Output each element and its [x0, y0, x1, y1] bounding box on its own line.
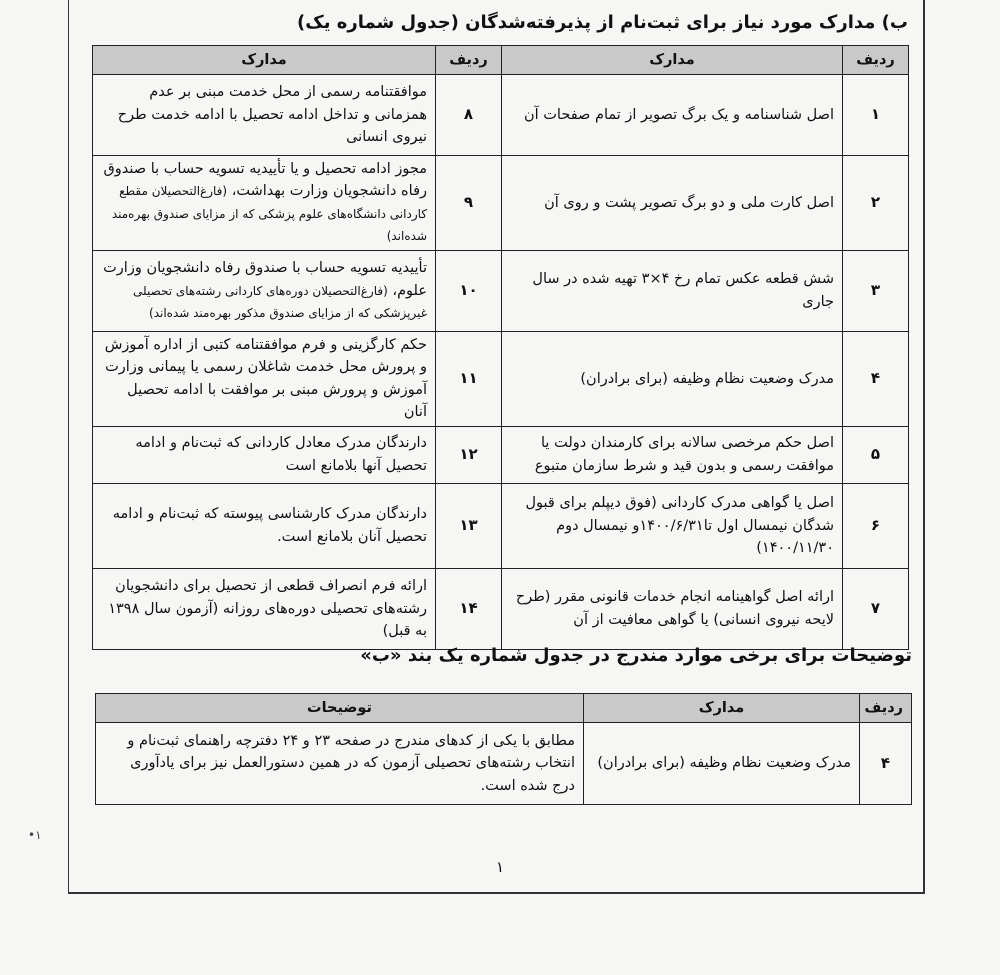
document-cell: ارائه اصل گواهینامه انجام خدمات قانونی مقرر (طرح لایحه نیروی انسانی) یا گواهی معافیت از آن — [502, 568, 843, 649]
row-number: ۷ — [843, 568, 909, 649]
document-cell — [93, 568, 436, 649]
section-heading-documents: ب) مدارک مورد نیاز برای ثبت‌نام از پذیرفته‌شدگان (جدول شماره یک) — [297, 12, 908, 33]
document-cell — [93, 75, 436, 156]
document-cell: اصل حکم مرخصی سالانه برای کارمندان دولت یا موافقت رسمی و بدون قید و شرط سازمان متبوع — [502, 426, 843, 483]
page-number: ۱ — [496, 858, 505, 876]
row-number: ۱۳ — [436, 483, 502, 568]
document-cell: اصل شناسنامه و یک برگ تصویر از تمام صفحات آن — [502, 75, 843, 156]
row-number: ۶ — [843, 483, 909, 568]
header-documents: مدارک — [502, 46, 843, 75]
notes-table — [95, 693, 912, 805]
row-number: ۱۲ — [436, 426, 502, 483]
table-row — [93, 331, 909, 426]
header-description: توضیحات — [96, 694, 584, 723]
document-cell — [93, 426, 436, 483]
table-row — [96, 723, 912, 805]
document-text: دارندگان مدرک معادل کاردانی که ثبت‌نام و ادامه تحصیل آنها بلامانع است — [135, 435, 427, 474]
table-row — [93, 483, 909, 568]
row-number: ۴ — [843, 331, 909, 426]
row-number: ۱۴ — [436, 568, 502, 649]
document-cell: اصل کارت ملی و دو برگ تصویر پشت و روی آن — [502, 156, 843, 251]
row-number: ۲ — [843, 156, 909, 251]
document-cell: مدرک وضعیت نظام وظیفه (برای برادران) — [584, 723, 860, 805]
document-cell — [93, 156, 436, 251]
document-cell — [93, 250, 436, 331]
document-note: (فارغ‌التحصیلان دوره‌های کاردانی رشته‌های تحصیلی غیرپزشکی که از مزایای صندوق مذکور بهره‌مند شده‌اند) — [132, 283, 427, 321]
document-cell: شش قطعه عکس تمام رخ ۴×۳ تهیه شده در سال جاری — [502, 250, 843, 331]
document-note: (فارغ‌التحصیلان مقطع کاردانی دانشگاه‌های علوم پزشکی که از مزایای صندوق بهره‌مند شده‌اند) — [111, 184, 427, 244]
table-header-row — [96, 694, 912, 723]
document-cell — [93, 483, 436, 568]
document-cell: اصل یا گواهی مدرک کاردانی (فوق دیپلم برای قبول شدگان نیمسال اول تا۱۴۰۰/۶/۳۱و نیمسال دوم ۱۴۰۰/۱۱/۳۰) — [502, 483, 843, 568]
section-heading-notes: توضیحات برای برخی موارد مندرج در جدول شماره یک بند «ب» — [360, 645, 912, 666]
document-text: ارائه فرم انصراف قطعی از تحصیل برای دانشجویان رشته‌های تحصیلی دوره‌های روزانه (آزمون سال ۱۳۹۸ به قبل) — [108, 578, 427, 639]
table-header-row — [93, 46, 909, 75]
document-text: تأییدیه تسویه حساب با صندوق رفاه دانشجویان وزارت علوم، — [103, 260, 427, 299]
document-text: حکم کارگزینی و فرم موافقتنامه کتبی از اداره آموزش و پرورش محل خدمت شاغلان رسمی یا پیمانی وزارت آموزش و پرورش مبنی بر موافقت با ادامه تحصیل آنان — [104, 336, 427, 421]
table-row — [93, 75, 909, 156]
documents-table — [92, 45, 909, 650]
document-text: دارندگان مدرک کارشناسی پیوسته که ثبت‌نام و ادامه تحصیل آنان بلامانع است. — [112, 506, 427, 545]
document-cell: مدرک وضعیت نظام وظیفه (برای برادران) — [502, 331, 843, 426]
header-row-number: ردیف — [843, 46, 909, 75]
row-number: ۵ — [843, 426, 909, 483]
row-number: ۳ — [843, 250, 909, 331]
table-row — [93, 426, 909, 483]
row-number: ۹ — [436, 156, 502, 251]
row-number: ۴ — [860, 723, 912, 805]
header-documents: مدارک — [93, 46, 436, 75]
header-row-number: ردیف — [436, 46, 502, 75]
table-row — [93, 156, 909, 251]
table-row — [93, 250, 909, 331]
row-number: ۱۰ — [436, 250, 502, 331]
row-number: ۸ — [436, 75, 502, 156]
document-text: موافقتنامه رسمی از محل خدمت مبنی بر عدم همزمانی و تداخل ادامه تحصیل با ادامه خدمت طرح نیروی انسانی — [117, 84, 427, 146]
header-row-number: ردیف — [860, 694, 912, 723]
header-documents: مدارک — [584, 694, 860, 723]
table-row — [93, 568, 909, 649]
description-cell: مطابق با یکی از کدهای مندرج در صفحه ۲۳ و ۲۴ دفترچه راهنمای ثبت‌نام و انتخاب رشته‌های تحصیلی آزمون که در همین دستورالعمل نیز برای یادآوری درج شده است. — [96, 723, 584, 805]
document-text: مجوز ادامه تحصیل و یا تأییدیه تسویه حساب با صندوق رفاه دانشجویان وزارت بهداشت، — [103, 161, 427, 200]
row-number: ۱ — [843, 75, 909, 156]
document-cell — [93, 331, 436, 426]
row-number: ۱۱ — [436, 331, 502, 426]
margin-mark: •۱ — [28, 828, 42, 842]
